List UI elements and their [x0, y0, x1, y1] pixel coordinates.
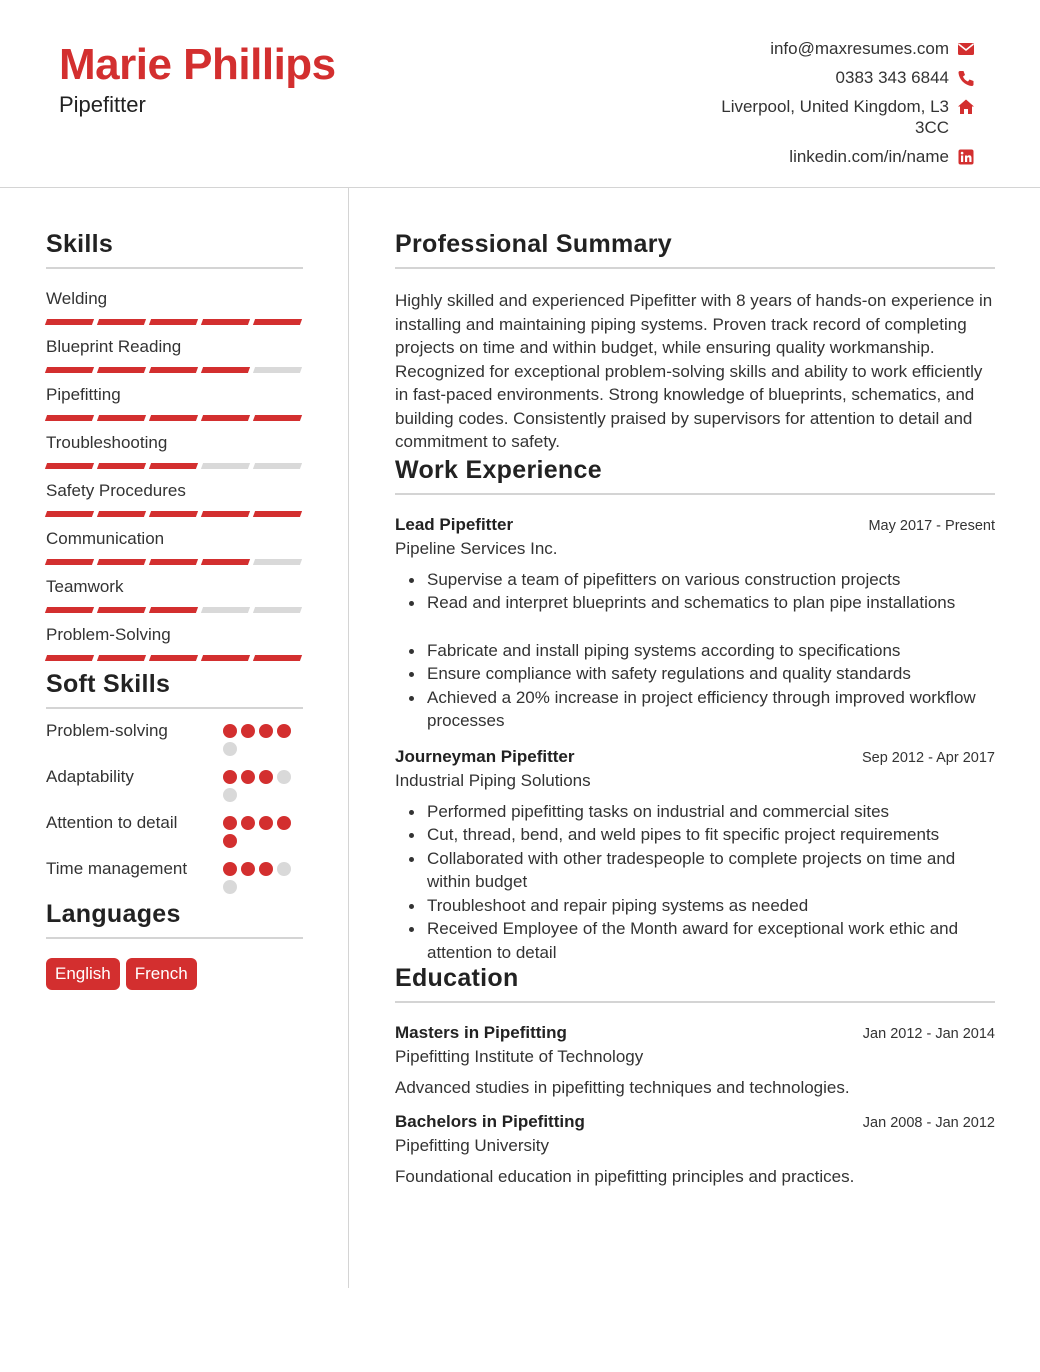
experience-title: Work Experience	[395, 456, 995, 495]
soft-skill-label: Time management	[46, 859, 188, 878]
rating-dot	[241, 724, 255, 738]
contact-phone[interactable]	[655, 67, 975, 88]
skill-level-bar	[46, 367, 303, 373]
degree-title: Masters in Pipefitting	[395, 1023, 567, 1042]
school-name: Pipefitting Institute of Technology	[395, 1047, 644, 1066]
skill-level-bar	[46, 463, 303, 469]
education-entry	[395, 1023, 995, 1098]
contact-linkedin[interactable]	[655, 146, 975, 167]
job-bullets	[395, 800, 995, 965]
skill-level-segment	[45, 655, 94, 661]
job-bullet: Cut, thread, bend, and weld pipes to fit specific project requirements	[395, 823, 995, 847]
job-bullet: Read and interpret blueprints and schematics to plan pipe installations	[395, 591, 995, 615]
resume-header	[0, 0, 1040, 188]
skill-level-segment	[253, 319, 302, 325]
skill-item	[46, 481, 303, 517]
skill-label: Safety Procedures	[46, 481, 186, 500]
education-date: Jan 2008 - Jan 2012	[862, 1115, 995, 1131]
rating-dot	[277, 862, 291, 876]
job-entry	[395, 515, 995, 733]
rating-dot	[241, 816, 255, 830]
skill-level-segment	[45, 463, 94, 469]
soft-skills-title: Soft Skills	[46, 670, 303, 709]
skills-title: Skills	[46, 230, 303, 269]
soft-skill-rating	[223, 811, 303, 848]
skill-level-segment	[45, 367, 94, 373]
skill-level-segment	[97, 655, 146, 661]
soft-skill-rating	[223, 719, 303, 756]
education-desc: Advanced studies in pipefitting techniques and technologies.	[395, 1078, 850, 1097]
job-title: Lead Pipefitter	[395, 514, 514, 534]
language-tag: French	[126, 958, 197, 990]
job-date: Sep 2012 - Apr 2017	[861, 749, 995, 766]
languages-title: Languages	[46, 900, 303, 939]
contact-email[interactable]	[655, 38, 975, 59]
skill-level-segment	[45, 415, 94, 421]
skill-level-segment	[149, 319, 198, 325]
skill-level-segment	[45, 319, 94, 325]
soft-skill-item	[46, 811, 303, 848]
skill-level-segment	[97, 607, 146, 613]
candidate-role: Pipefitter	[59, 92, 146, 117]
summary-text: Highly skilled and experienced Pipefitter with 8 years of hands-on experience in installing and maintaining piping systems. Proven track record of completing projects on time and within budget, while ensuring quality workmanship. Recognized for exceptional problem-solving skills and ability to work efficiently in fast-paced environments. Strong knowledge of blueprints, schematics, and building codes. Consistently praised by supervisors for attention to detail and commitment to safety.	[395, 291, 993, 451]
rating-dot	[223, 770, 237, 784]
language-tag: English	[46, 958, 120, 990]
linkedin-icon	[957, 148, 975, 166]
degree-title: Bachelors in Pipefitting	[395, 1112, 585, 1131]
soft-skills-list	[46, 719, 303, 894]
skill-level-bar	[46, 511, 303, 517]
soft-skill-item	[46, 765, 303, 802]
rating-dot	[277, 724, 291, 738]
soft-skill-rating	[223, 765, 303, 802]
skill-level-segment	[97, 559, 146, 565]
skill-label: Welding	[46, 289, 108, 308]
rating-dot	[259, 770, 273, 784]
education-entry	[395, 1112, 995, 1187]
skill-label: Pipefitting	[46, 385, 121, 404]
skill-level-segment	[253, 463, 302, 469]
skill-item	[46, 433, 303, 469]
skill-label: Problem-Solving	[46, 625, 171, 644]
skill-level-segment	[97, 319, 146, 325]
skill-level-segment	[201, 655, 250, 661]
skill-level-segment	[201, 607, 250, 613]
skill-level-segment	[253, 415, 302, 421]
address-text: Liverpool, United Kingdom, L3 3CC	[721, 97, 949, 137]
summary-title: Professional Summary	[395, 230, 995, 269]
skill-level-segment	[201, 319, 250, 325]
skill-label: Troubleshooting	[46, 433, 168, 452]
job-bullet: Supervise a team of pipefitters on various construction projects	[395, 568, 995, 592]
skill-level-segment	[45, 607, 94, 613]
skill-level-segment	[97, 367, 146, 373]
job-entry	[395, 747, 995, 965]
skill-level-segment	[149, 655, 198, 661]
skill-level-segment	[201, 415, 250, 421]
languages-list	[46, 958, 303, 990]
skill-level-segment	[149, 367, 198, 373]
skill-level-segment	[149, 511, 198, 517]
envelope-icon	[957, 40, 975, 58]
rating-dot	[277, 816, 291, 830]
rating-dot	[223, 742, 237, 756]
soft-skill-rating	[223, 857, 303, 894]
left-column	[46, 230, 303, 990]
skill-level-bar	[46, 607, 303, 613]
skill-label: Teamwork	[46, 577, 124, 596]
rating-dot	[259, 862, 273, 876]
rating-dot	[259, 724, 273, 738]
education-desc: Foundational education in pipefitting principles and practices.	[395, 1167, 855, 1186]
rating-dot	[223, 834, 237, 848]
skill-level-segment	[253, 655, 302, 661]
soft-skill-item	[46, 857, 303, 894]
rating-dot	[259, 816, 273, 830]
right-column	[395, 230, 995, 1187]
skill-level-segment	[97, 463, 146, 469]
candidate-name: Marie Phillips	[59, 40, 336, 89]
skill-level-bar	[46, 319, 303, 325]
job-title: Journeyman Pipefitter	[395, 746, 575, 766]
job-company: Industrial Piping Solutions	[395, 770, 591, 790]
school-name: Pipefitting University	[395, 1136, 550, 1155]
skill-label: Blueprint Reading	[46, 337, 182, 356]
contact-address	[655, 96, 975, 138]
email-text[interactable]: info@maxresumes.com	[770, 39, 949, 58]
rating-dot	[277, 770, 291, 784]
rating-dot	[223, 816, 237, 830]
column-divider	[348, 188, 349, 1288]
skill-item	[46, 625, 303, 661]
skill-level-bar	[46, 415, 303, 421]
phone-text[interactable]: 0383 343 6844	[835, 68, 949, 87]
rating-dot	[223, 862, 237, 876]
skill-item	[46, 337, 303, 373]
skills-list	[46, 289, 303, 661]
phone-icon	[957, 69, 975, 87]
soft-skill-label: Adaptability	[46, 767, 134, 786]
job-bullet: Received Employee of the Month award for exceptional work ethic and attention to detail	[395, 917, 995, 964]
education-title: Education	[395, 964, 995, 1003]
skill-level-segment	[201, 463, 250, 469]
skill-level-bar	[46, 559, 303, 565]
job-bullets	[395, 568, 995, 615]
education-date: Jan 2012 - Jan 2014	[862, 1026, 995, 1042]
soft-skill-label: Problem-solving	[46, 721, 168, 740]
rating-dot	[223, 724, 237, 738]
job-bullet: Collaborated with other tradespeople to complete projects on time and within budget	[395, 847, 995, 894]
skill-level-segment	[45, 511, 94, 517]
skill-level-segment	[149, 415, 198, 421]
skill-level-segment	[149, 607, 198, 613]
skill-item	[46, 577, 303, 613]
rating-dot	[241, 770, 255, 784]
soft-skill-label: Attention to detail	[46, 813, 178, 832]
skill-level-segment	[97, 415, 146, 421]
rating-dot	[223, 788, 237, 802]
skill-item	[46, 289, 303, 325]
skill-level-segment	[253, 607, 302, 613]
job-company: Pipeline Services Inc.	[395, 538, 558, 558]
skill-level-segment	[45, 559, 94, 565]
skill-level-segment	[149, 463, 198, 469]
skill-item	[46, 529, 303, 565]
job-bullet: Fabricate and install piping systems according to specifications	[395, 639, 995, 663]
skill-level-segment	[149, 559, 198, 565]
contact-block	[655, 38, 975, 175]
skill-level-segment	[201, 367, 250, 373]
job-bullet: Troubleshoot and repair piping systems as needed	[395, 894, 995, 918]
skill-level-bar	[46, 655, 303, 661]
soft-skill-item	[46, 719, 303, 756]
skill-level-segment	[97, 511, 146, 517]
skill-item	[46, 385, 303, 421]
skill-level-segment	[253, 367, 302, 373]
skill-level-segment	[253, 559, 302, 565]
job-bullet: Ensure compliance with safety regulations and quality standards	[395, 662, 995, 686]
rating-dot	[241, 862, 255, 876]
job-bullet: Performed pipefitting tasks on industrial and commercial sites	[395, 800, 995, 824]
job-date: May 2017 - Present	[868, 517, 995, 534]
home-icon	[957, 98, 975, 116]
rating-dot	[223, 880, 237, 894]
skill-level-segment	[253, 511, 302, 517]
job-bullet: Achieved a 20% increase in project efficiency through improved workflow processes	[395, 686, 995, 733]
skill-level-segment	[201, 511, 250, 517]
job-bullets	[395, 639, 995, 733]
linkedin-text[interactable]: linkedin.com/in/name	[789, 147, 949, 166]
skill-level-segment	[201, 559, 250, 565]
skill-label: Communication	[46, 529, 165, 548]
